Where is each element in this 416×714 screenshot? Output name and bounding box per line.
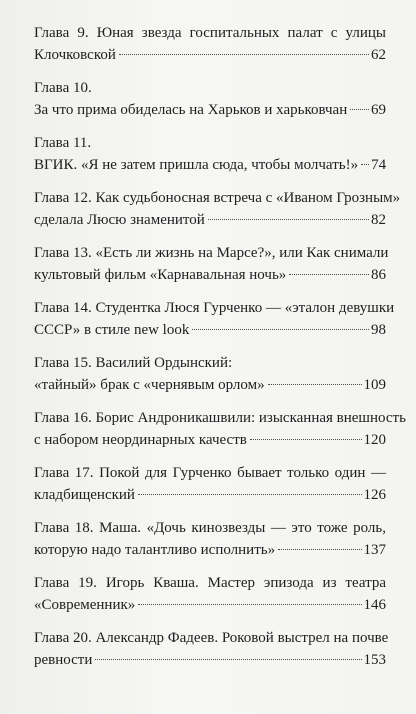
toc-entry-last-line (34, 484, 386, 506)
toc-entry-title-end: ВГИК. «Я не затем пришла сюда, чтобы молчать!» (34, 157, 359, 173)
toc-entry-title-end: СССР» в стиле new look (34, 322, 190, 338)
toc-entry-last-line (34, 594, 386, 616)
toc-entry-title-end: с набором неординарных качеств (34, 432, 247, 448)
toc-entry-last-line (34, 209, 386, 231)
dot-leader (250, 439, 362, 440)
toc-entry-title-end: культовый фильм «Карнавальная ночь» (34, 267, 287, 283)
toc-entry-title-line: Глава 16. Борис Андроникашвили: изысканная внешность (34, 410, 406, 426)
toc-entry-title-end: ревности (34, 652, 93, 668)
page-number: 146 (363, 597, 386, 613)
toc-entry-title-end: «тайный» брак с «чернявым орлом» (34, 377, 265, 393)
page-number: 153 (363, 652, 386, 668)
toc-entry-chapter-13 (34, 242, 389, 286)
dot-leader (350, 109, 369, 110)
toc-entry-last-line (34, 99, 386, 121)
toc-entry-title-line: Глава 11. (34, 135, 92, 151)
toc-entry-chapter-9 (34, 22, 386, 66)
toc-entry-chapter-19 (34, 572, 386, 616)
toc-entry-last-line (34, 44, 386, 66)
page-number: 69 (371, 102, 386, 118)
toc-entry-title-end: которую надо талантливо исполнить» (34, 542, 276, 558)
dot-leader (268, 384, 362, 385)
toc-entry-title-end: кладбищенский (34, 487, 135, 503)
toc-entry-chapter-11 (34, 132, 386, 176)
toc-entry-title-line: Глава 13. «Есть ли жизнь на Марсе?», или Как снимали (34, 245, 389, 261)
toc-entry-title-end: сделала Люсю знаменитой (34, 212, 205, 228)
toc-entry-chapter-14 (34, 297, 395, 341)
toc-entry-title-line: Глава 20. Александр Фадеев. Роковой выстрел на почве (34, 630, 389, 646)
toc-entry-last-line (34, 264, 386, 286)
toc-entry-last-line (34, 319, 386, 341)
dot-leader (208, 219, 369, 220)
dot-leader (119, 54, 369, 55)
toc-entry-title-end: Клочковской (34, 47, 116, 63)
toc-entry-chapter-10 (34, 77, 386, 121)
toc-entry-chapter-12 (34, 187, 401, 231)
toc-entry-title-line: Глава 18. Маша. «Дочь кинозвезды — это тоже роль, (34, 520, 386, 536)
dot-leader (95, 659, 361, 660)
toc-entry-title-line: Глава 19. Игорь Кваша. Мастер эпизода из театра (34, 575, 386, 591)
toc-entry-last-line (34, 539, 386, 561)
toc-entry-last-line (34, 154, 386, 176)
page-number: 74 (371, 157, 387, 173)
toc-entry-title-line: Глава 9. Юная звезда госпитальных палат с улицы (34, 25, 386, 41)
page-number: 137 (363, 542, 386, 558)
toc-entry-chapter-16 (34, 407, 406, 451)
toc-entry-title-line: Глава 17. Покой для Гурченко бывает только один — (34, 465, 386, 481)
page-number: 98 (371, 322, 386, 338)
toc-entry-title-end: «Современник» (34, 597, 136, 613)
dot-leader (361, 164, 369, 165)
dot-leader (138, 604, 361, 605)
toc-entry-title-line: Глава 10. (34, 80, 92, 96)
dot-leader (278, 549, 361, 550)
dot-leader (138, 494, 362, 495)
table-of-contents (34, 22, 406, 682)
toc-entry-title-line: Глава 15. Василий Ордынский: (34, 355, 233, 371)
page-number: 86 (371, 267, 386, 283)
toc-entry-chapter-15 (34, 352, 386, 396)
page-number: 120 (363, 432, 386, 448)
toc-entry-last-line (34, 429, 386, 451)
toc-entry-last-line (34, 649, 386, 671)
toc-entry-last-line (34, 374, 386, 396)
toc-entry-title-end: За что прима обиделась на Харьков и харьковчан (34, 102, 348, 118)
toc-entry-chapter-20 (34, 627, 389, 671)
dot-leader (289, 274, 369, 275)
toc-entry-title-line: Глава 12. Как судьбоносная встреча с «Иваном Грозным» (34, 190, 401, 206)
page-number: 109 (363, 377, 386, 393)
page-number: 62 (371, 47, 386, 63)
toc-entry-chapter-18 (34, 517, 386, 561)
page-number: 82 (371, 212, 386, 228)
page-number: 126 (363, 487, 386, 503)
toc-entry-chapter-17 (34, 462, 386, 506)
dot-leader (192, 329, 369, 330)
toc-entry-title-line: Глава 14. Студентка Люся Гурченко — «эталон девушки (34, 300, 395, 316)
